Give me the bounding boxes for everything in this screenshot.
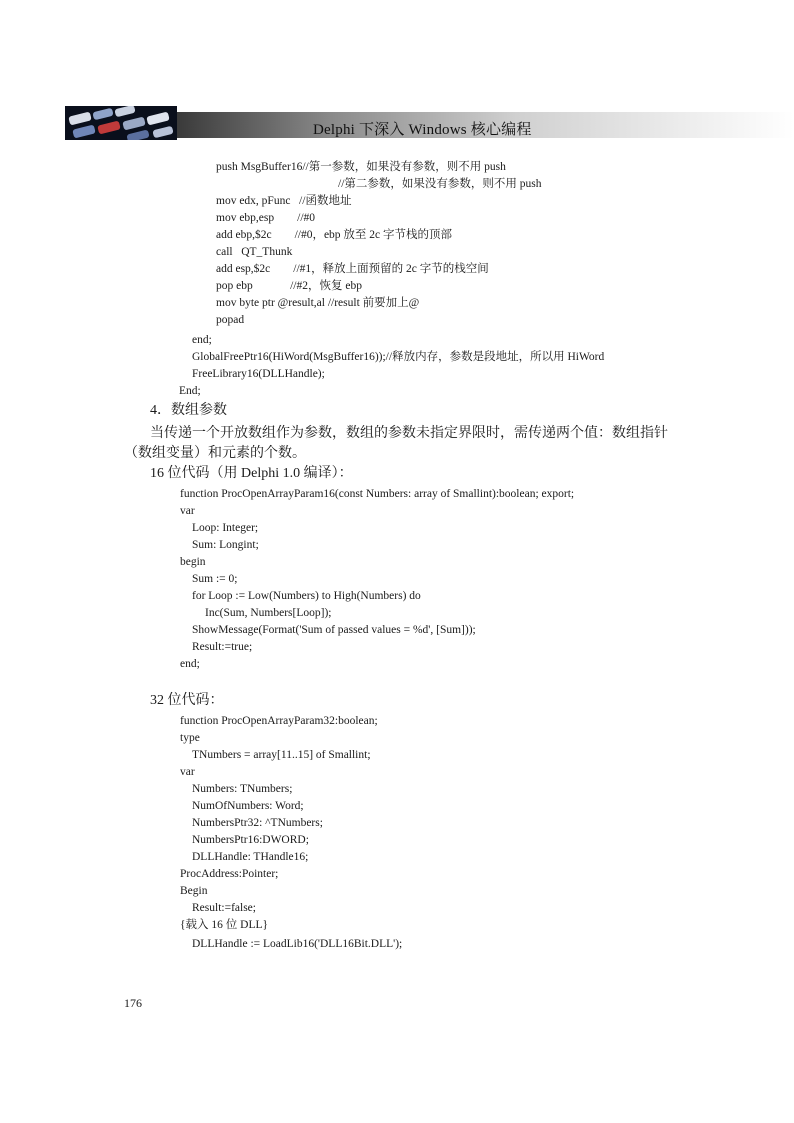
running-head-title: Delphi 下深入 Windows 核心编程: [313, 122, 532, 138]
code-line: mov ebp,esp //#0: [216, 212, 316, 224]
code-line: begin: [180, 556, 206, 568]
code-line: for Loop := Low(Numbers) to High(Numbers) do: [192, 590, 421, 602]
code-line: Result:=false;: [192, 902, 256, 914]
code-line: NumbersPtr16:DWORD;: [192, 834, 309, 846]
subheading: 32 位代码：: [150, 693, 224, 708]
code-line: popad: [216, 314, 245, 326]
code-line: TNumbers = array[11..15] of Smallint;: [192, 749, 371, 761]
code-line: add ebp,$2c //#0，ebp 放至 2c 字节栈的顶部: [216, 229, 453, 241]
code-line: mov edx, pFunc //函数地址: [216, 195, 352, 207]
code-line: FreeLibrary16(DLLHandle);: [192, 368, 325, 380]
code-line: DLLHandle := LoadLib16('DLL16Bit.DLL');: [192, 938, 403, 950]
code-line: Numbers: TNumbers;: [192, 783, 293, 795]
code-line: type: [180, 732, 200, 744]
code-line: function ProcOpenArrayParam32:boolean;: [180, 715, 378, 727]
code-line: ProcAddress:Pointer;: [180, 868, 279, 880]
code-line: var: [180, 766, 195, 778]
code-line: NumbersPtr32: ^TNumbers;: [192, 817, 323, 829]
code-line: var: [180, 505, 195, 517]
code-line: Begin: [180, 885, 208, 897]
section-heading: 4．数组参数: [150, 403, 227, 418]
code-line: DLLHandle: THandle16;: [192, 851, 309, 863]
code-line: ShowMessage(Format('Sum of passed values = %d', [Sum]));: [192, 624, 476, 636]
code-line: function ProcOpenArrayParam16(const Numbers: array of Smallint):boolean; export;: [180, 488, 575, 500]
paragraph-line: 当传递一个开放数组作为参数，数组的参数未指定界限时，需传递两个值：数组指针: [150, 426, 668, 441]
page-header: [65, 106, 794, 142]
code-line: Result:=true;: [192, 641, 253, 653]
paragraph-line: （数组变量）和元素的个数。: [124, 446, 306, 461]
code-line: GlobalFreePtr16(HiWord(MsgBuffer16));//释放内存，参数是段地址，所以用 HiWord: [192, 351, 605, 363]
code-line: Sum: Longint;: [192, 539, 259, 551]
code-line: NumOfNumbers: Word;: [192, 800, 304, 812]
subheading: 16 位代码（用 Delphi 1.0 编译）：: [150, 466, 353, 481]
code-line: call QT_Thunk: [216, 246, 293, 258]
code-line: end;: [192, 334, 212, 346]
code-line: pop ebp //#2，恢复 ebp: [216, 280, 362, 292]
code-line: {载入 16 位 DLL}: [180, 919, 269, 931]
code-line: Sum := 0;: [192, 573, 238, 585]
code-line: push MsgBuffer16//第一参数，如果没有参数，则不用 push: [216, 161, 506, 173]
keyboard-image: [65, 106, 177, 140]
page-number: 176: [124, 996, 142, 1010]
code-line: mov byte ptr @result,al //result 前要加上@: [216, 297, 420, 309]
code-line: End;: [179, 385, 201, 397]
code-line: Loop: Integer;: [192, 522, 259, 534]
code-line: end;: [180, 658, 200, 670]
code-line: add esp,$2c //#1，释放上面预留的 2c 字节的栈空间: [216, 263, 489, 275]
code-line: //第二参数，如果没有参数，则不用 push: [338, 178, 542, 190]
code-line: Inc(Sum, Numbers[Loop]);: [205, 607, 332, 619]
